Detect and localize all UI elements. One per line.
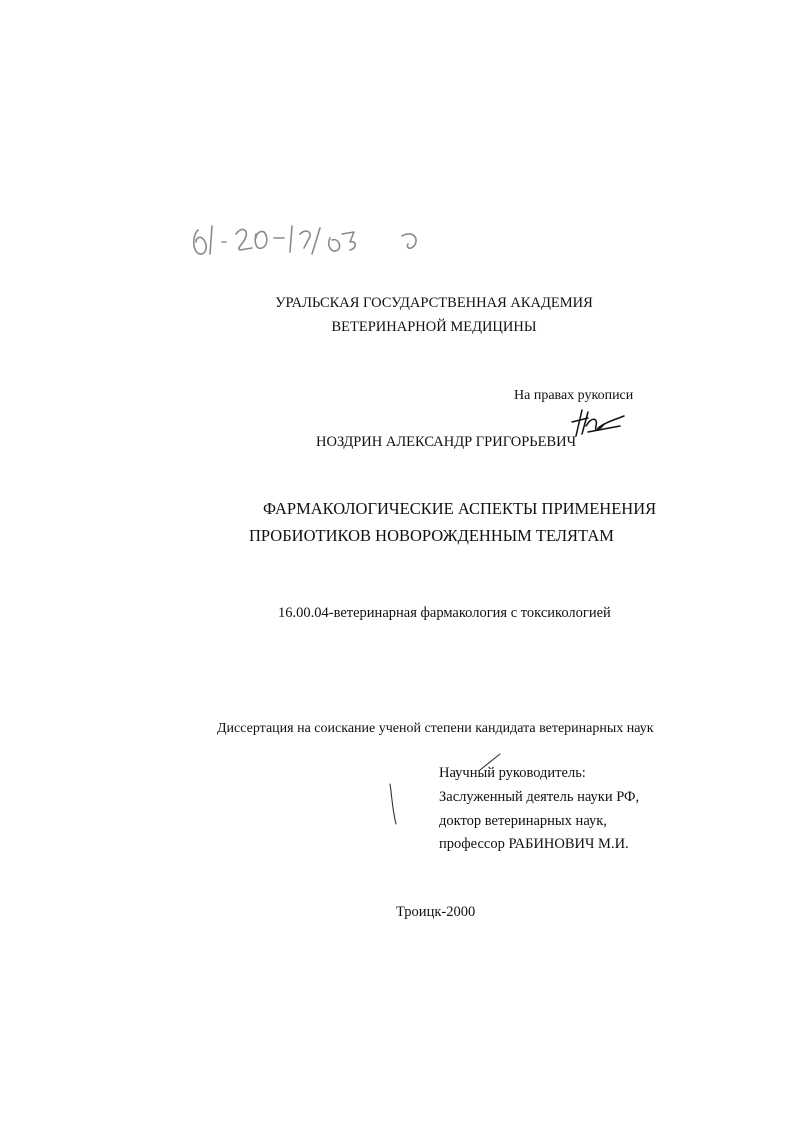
place-and-year: Троицк-2000: [396, 904, 476, 920]
manuscript-rights-label: На правах рукописи: [514, 388, 634, 403]
dissertation-type: Диссертация на соискание ученой степени кандидата ветеринарных наук: [217, 721, 654, 736]
institution-line-1: УРАЛЬСКАЯ ГОСУДАРСТВЕННАЯ АКАДЕМИЯ: [275, 295, 593, 311]
dissertation-title-line-2: ПРОБИОТИКОВ НОВОРОЖДЕННЫМ ТЕЛЯТАМ: [249, 526, 614, 545]
dissertation-title-line-1: ФАРМАКОЛОГИЧЕСКИЕ АСПЕКТЫ ПРИМЕНЕНИЯ: [263, 499, 657, 518]
pen-margin-mark: [386, 782, 400, 826]
supervisor-heading: Научный руководитель:: [439, 765, 586, 781]
institution-line-2: ВЕТЕРИНАРНОЙ МЕДИЦИНЫ: [331, 319, 537, 335]
supervisor-degree: доктор ветеринарных наук,: [439, 813, 607, 829]
author-name: НОЗДРИН АЛЕКСАНДР ГРИГОРЬЕВИЧ: [316, 434, 577, 450]
signature: [568, 406, 628, 440]
specialty-code: 16.00.04-ветеринарная фармакология с токсикологией: [278, 605, 611, 621]
supervisor-honorary-title: Заслуженный деятель науки РФ,: [439, 789, 640, 805]
supervisor-name: профессор РАБИНОВИЧ М.И.: [439, 836, 629, 852]
handwritten-archive-note: [188, 208, 428, 268]
